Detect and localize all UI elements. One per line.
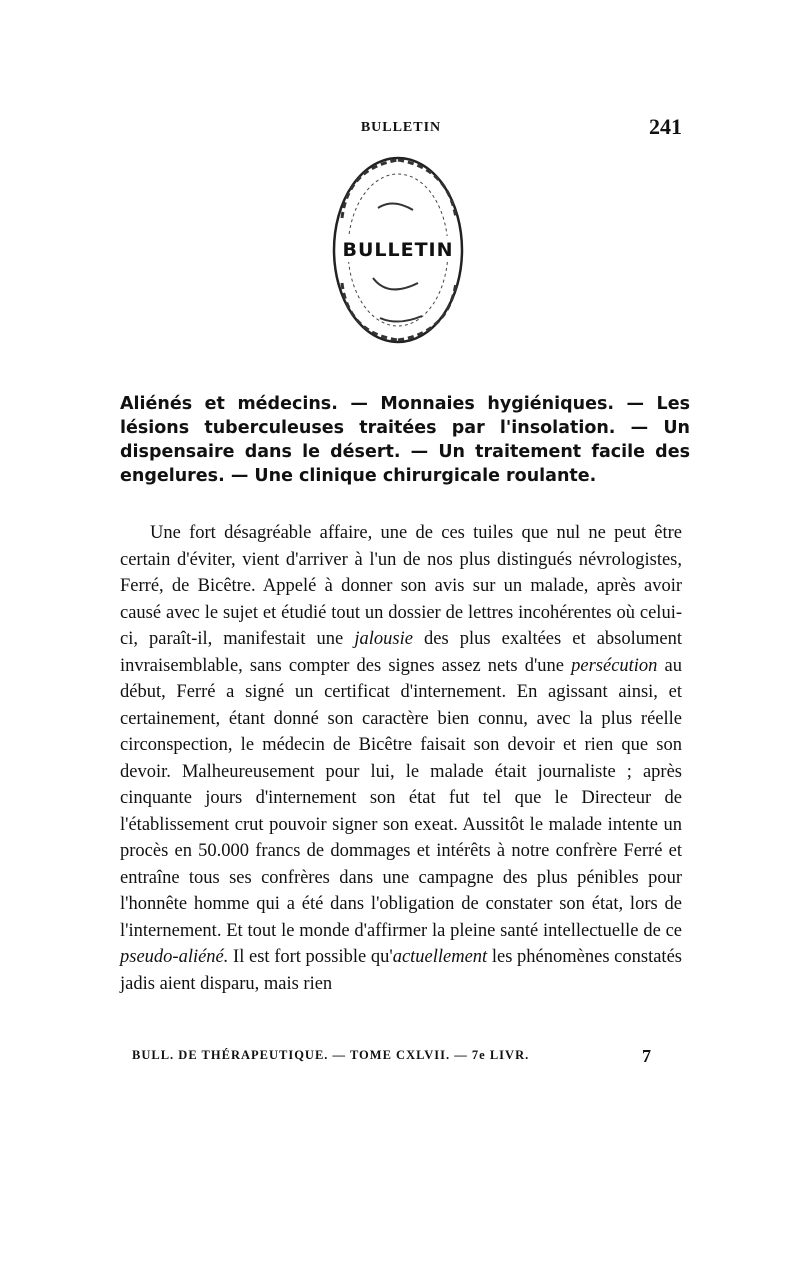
body-italic-2: persécution: [571, 655, 658, 676]
stamp-text: BULLETIN: [342, 239, 454, 261]
body-italic-4: actuellement: [392, 947, 488, 967]
body-text-3: au début, Ferré a signé un certificat d'internement. En agissant ainsi, et certainement, étant donné son caractère bien connu, avec la plus réelle circonspection, le médecin de Bicêtre faisait son devoir et rien que son devoir. Malheureusement pour lui, le malade était journaliste ; après cinquante jours d'internement son état fut tel que le Directeur de l'établissement crut pouvoir signer son exeat. Aussitôt le malade intente un procès en 50.000 francs de dommages et intérêts à notre confrère Ferré et entraîne tous ses confrères dans une campagne des plus pénibles pour l'honnête homme qui a été dans l'obligation de constater son état, lors de l'internement. Et tout le monde d'affirmer la pleine santé intellectuelle de ce: [120, 655, 683, 941]
body-text-5: les phénomènes constatés jadis aient disparu, mais rien: [120, 947, 682, 994]
footer-signature-mark: 7: [642, 1046, 652, 1066]
article-summary: Aliénés et médecins. — Monnaies hygiéniques. — Les lésions tuberculeuses traitées par l'insolation. — Un dispensaire dans le désert. — Un traitement facile des engelures. — Une clinique chirurgicale roulante.: [120, 394, 690, 486]
body-text-2: des plus exaltées et absolument invraisemblable, sans compter des signes assez nets d'une: [120, 629, 683, 676]
running-header: [120, 114, 682, 144]
header-title: BULLETIN: [360, 120, 442, 135]
stamp-seal-icon: [318, 148, 478, 358]
body-italic-3: pseudo-aliéné.: [120, 947, 229, 967]
footer-signature-line: BULL. DE THÉRAPEUTIQUE. — TOME CXLVII. — 7e LIVR.: [132, 1048, 530, 1062]
body-italic-1: jalousie: [354, 629, 413, 649]
body-text-1: Une fort désagréable affaire, une de ces tuiles que nul ne peut être certain d'éviter, vient d'arriver à l'un de nos plus distingués névrologistes, Ferré, de Bicêtre. Appelé à donner son avis sur un malade, après avoir causé avec le sujet et étudié tout un dossier de lettres incohérentes où celui-ci, paraît-il, manifestait une: [120, 523, 682, 649]
library-stamp: [318, 148, 478, 358]
page-number: 241: [649, 114, 682, 139]
article-body: [120, 520, 682, 997]
body-paragraph: [120, 520, 682, 997]
page-footer: [120, 1046, 682, 1068]
body-text-4: Il est fort possible qu': [228, 947, 393, 967]
